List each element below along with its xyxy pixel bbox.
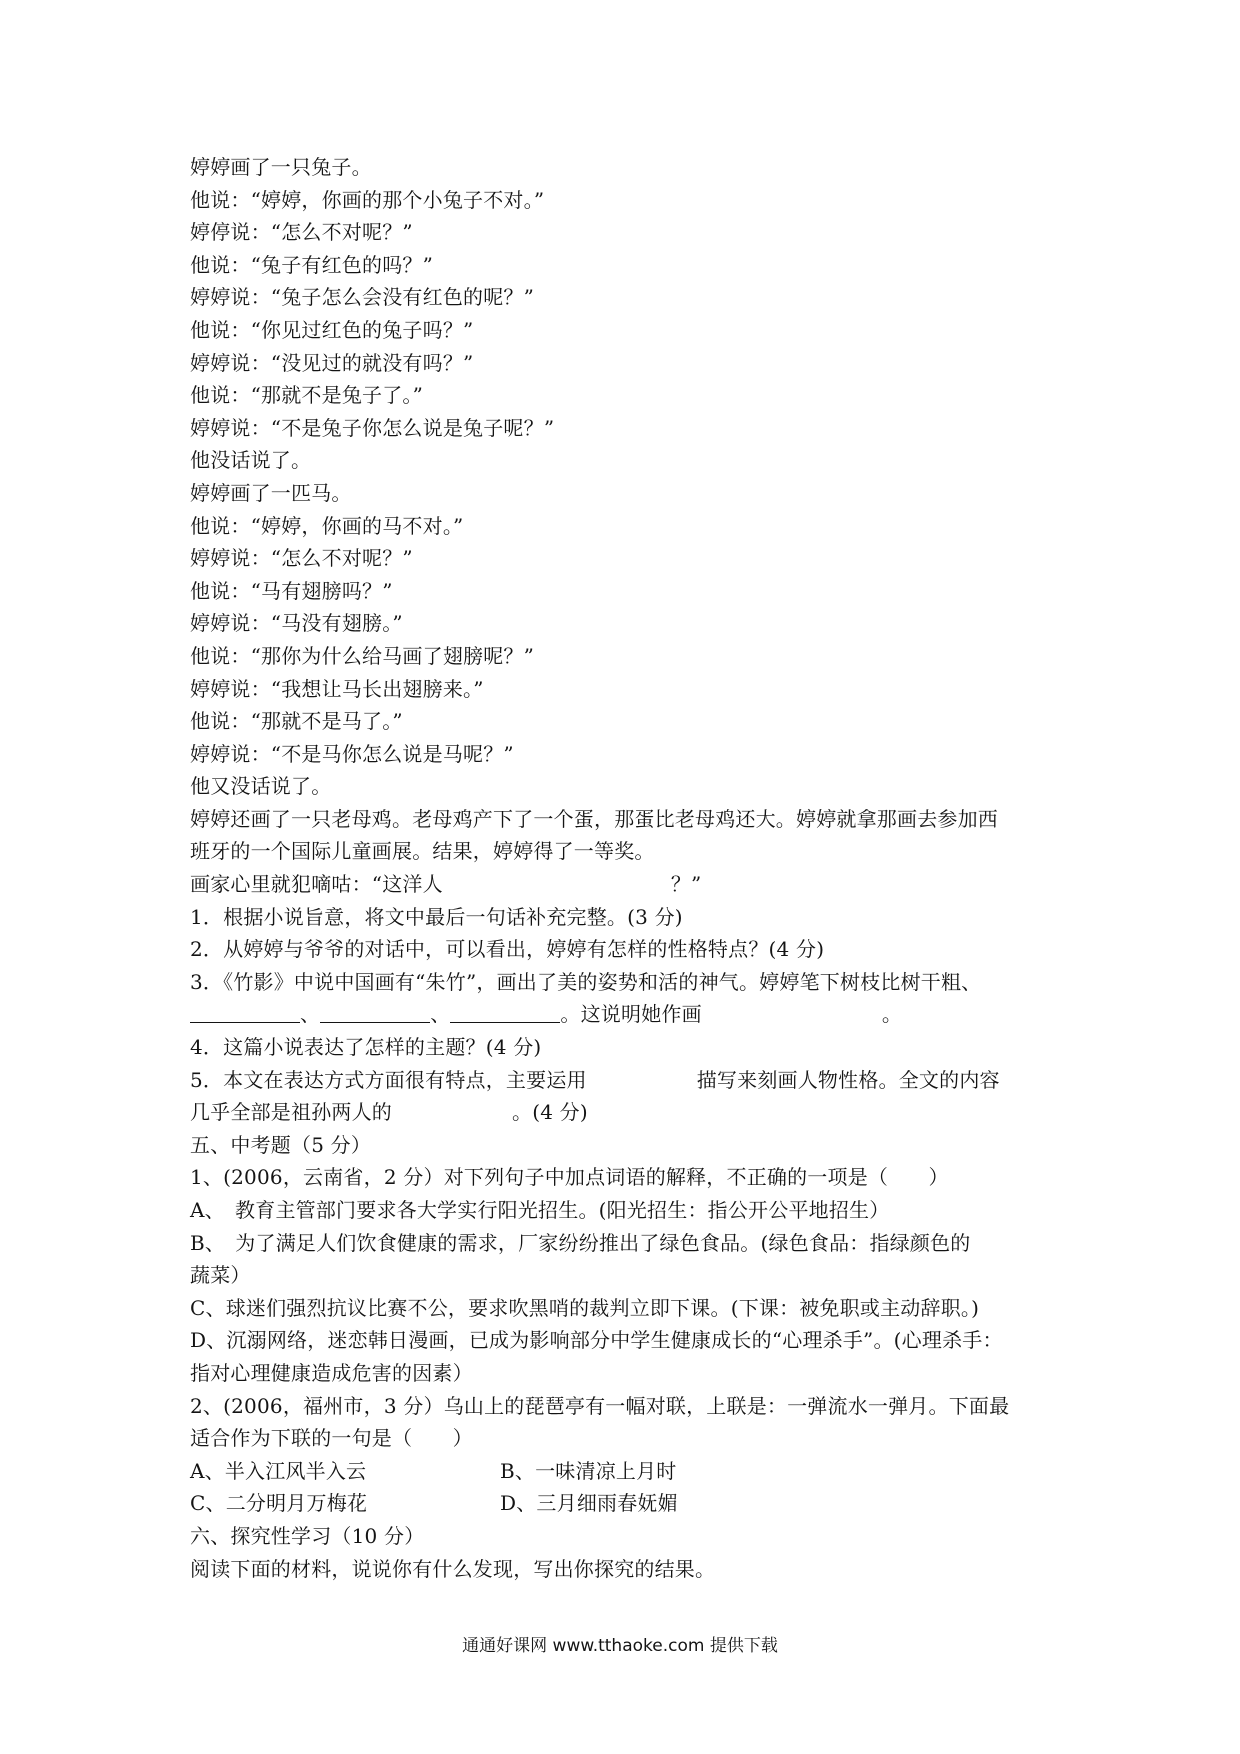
story-line: 他说：“那就不是兔子了。” <box>190 383 424 408</box>
story-line: 班牙的一个国际儿童画展。结果，婷婷得了一等奖。 <box>190 839 655 864</box>
question-1: 1．根据小说旨意，将文中最后一句话补充完整。(3 分) <box>190 904 683 929</box>
question-5-part-b: 描写来刻画人物性格。全文的内容 <box>696 1067 1000 1092</box>
last-line-start: 画家心里就犯嘀咕：“这洋人 <box>190 872 443 897</box>
section-5-item-2-line1: 2、(2006，福州市，3 分）乌山上的琵琶亭有一幅对联，上联是：一弹流水一弹月。下面最 <box>190 1393 1010 1418</box>
choice-b: B、一味清凉上月时 <box>500 1458 677 1483</box>
answer-blank-3[interactable] <box>450 1002 560 1023</box>
question-3-line1: 3．《竹影》中说中国画有“朱竹”，画出了美的姿势和活的神气。婷婷笔下树枝比树干粗、 <box>190 969 982 994</box>
separator: 、 <box>430 1002 451 1027</box>
story-line: 婷停说：“怎么不对呢？” <box>190 220 413 245</box>
option-b-line2: 蔬菜） <box>190 1263 251 1288</box>
question-5-part-d: 。(4 分) <box>512 1100 588 1125</box>
section-6-text: 阅读下面的材料，说说你有什么发现，写出你探究的结果。 <box>190 1556 716 1581</box>
story-line: 婷婷说：“我想让马长出翅膀来。” <box>190 676 484 701</box>
story-last-line <box>190 868 1070 901</box>
story-line: 他说：“那你为什么给马画了翅膀呢？” <box>190 643 535 668</box>
story-line: 他说：“那就不是马了。” <box>190 709 403 734</box>
choice-c: C、二分明月万梅花 <box>190 1491 368 1516</box>
choice-d: D、三月细雨春妩媚 <box>500 1491 678 1516</box>
section-5-item-1: 1、(2006，云南省，2 分）对下列句子中加点词语的解释，不正确的一项是（ ） <box>190 1165 949 1190</box>
question-3-line2 <box>190 998 1070 1031</box>
story-line: 婷婷画了一只兔子。 <box>190 155 372 179</box>
section-5-item-2-line2: 适合作为下联的一句是（ ） <box>190 1426 473 1451</box>
story-line: 他又没话说了。 <box>190 774 332 799</box>
story-line: 婷婷说：“怎么不对呢？” <box>190 546 413 571</box>
question-5-part-c: 几乎全部是祖孙两人的 <box>190 1100 392 1125</box>
option-c: C、球迷们强烈抗议比赛不公，要求吹黑哨的裁判立即下课。(下课：被免职或主动辞职。) <box>190 1295 980 1320</box>
question-3-end: 。 <box>881 1002 903 1027</box>
question-5-part-a: 5．本文在表达方式方面很有特点，主要运用 <box>190 1067 587 1092</box>
section-6-heading: 六、探究性学习（10 分） <box>190 1523 425 1548</box>
story-line: 婷婷说：“没见过的就没有吗？” <box>190 350 474 375</box>
option-d-line1: D、沉溺网络，迷恋韩日漫画，已成为影响部分中学生健康成长的“心理杀手”。(心理杀手： <box>190 1328 1003 1353</box>
story-line: 他说：“你见过红色的兔子吗？” <box>190 317 474 342</box>
option-b-line1: B、 为了满足人们饮食健康的需求，厂家纷纷推出了绿色食品。(绿色食品：指绿颜色的 <box>190 1230 971 1255</box>
section-5-heading: 五、中考题（5 分） <box>190 1132 372 1157</box>
last-line-end: ？” <box>670 872 702 897</box>
story-line: 婷婷画了一匹马。 <box>190 480 352 505</box>
story-line: 他说：“兔子有红色的吗？” <box>190 252 434 277</box>
page-footer: 通通好课网 www.tthaoke.com 提供下载 <box>462 1636 778 1656</box>
options-row-1 <box>190 1455 1070 1488</box>
story-passage <box>190 151 1070 868</box>
story-line: 他说：“马有翅膀吗？” <box>190 578 393 603</box>
separator: 、 <box>300 1002 321 1027</box>
story-line: 婷婷说：“不是兔子你怎么说是兔子呢？” <box>190 415 555 440</box>
question-4: 4．这篇小说表达了怎样的主题？(4 分) <box>190 1035 542 1060</box>
option-d-line2: 指对心理健康造成危害的因素） <box>190 1360 473 1385</box>
story-line: 他没话说了。 <box>190 448 312 473</box>
story-line: 婷婷还画了一只老母鸡。老母鸡产下了一个蛋，那蛋比老母鸡还大。婷婷就拿那画去参加西 <box>190 806 998 831</box>
option-a: A、 教育主管部门要求各大学实行阳光招生。(阳光招生：指公开公平地招生） <box>190 1198 890 1222</box>
story-line: 婷婷说：“兔子怎么会没有红色的呢？” <box>190 285 535 310</box>
story-line: 婷婷说：“不是马你怎么说是马呢？” <box>190 741 514 766</box>
question-3-mid: 。这说明她作画 <box>560 1002 702 1027</box>
question-5-line2 <box>190 1096 1070 1129</box>
question-5-line1 <box>190 1064 1070 1097</box>
answer-blank-1[interactable] <box>190 1002 300 1023</box>
document-body <box>190 151 1070 1585</box>
answer-blank-2[interactable] <box>320 1002 430 1023</box>
story-line: 他说：“婷婷，你画的那个小兔子不对。” <box>190 187 545 212</box>
story-line: 婷婷说：“马没有翅膀。” <box>190 611 403 636</box>
story-line: 他说：“婷婷，你画的马不对。” <box>190 513 464 538</box>
question-2: 2．从婷婷与爷爷的对话中，可以看出，婷婷有怎样的性格特点？(4 分) <box>190 937 825 962</box>
options-row-2 <box>190 1487 1070 1520</box>
choice-a: A、半入江风半入云 <box>190 1458 367 1483</box>
